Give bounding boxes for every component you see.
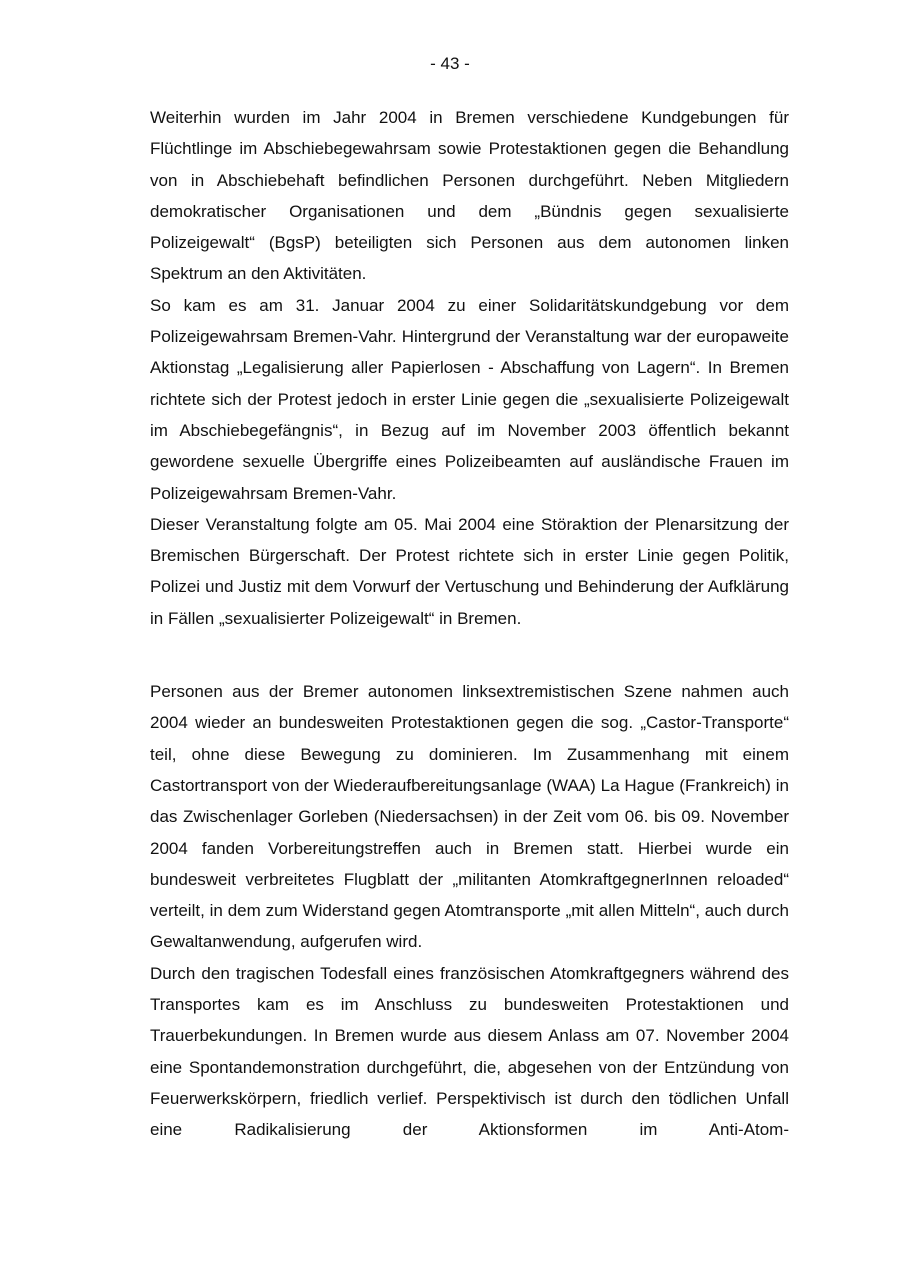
paragraph-castor-transports: Personen aus der Bremer autonomen linksextremistischen Szene nahmen auch 2004 wieder an bundesweiten Protestaktionen gegen die sog. „Castor-Transporte“ teil, ohne diese Bewegung zu dominieren. Im Zusammenhang mit einem Castortransport von der Wiederaufbereitungsanlage (WAA) La Hague (Frankreich) in das Zwischenlager Gorleben (Niedersachsen) in der Zeit vom 06. bis 09. November 2004 fanden Vorbereitungstreffen auch in Bremen statt. Hierbei wurde ein bundesweit verbreitetes Flugblatt der „militanten AtomkraftgegnerInnen reloaded“ verteilt, in dem zum Widerstand gegen Atomtransporte „mit allen Mitteln“, auch durch Gewaltanwendung, aufgerufen wird.	[150, 682, 789, 952]
paragraph-deportation-rallies: Weiterhin wurden im Jahr 2004 in Bremen verschiedene Kundgebungen für Flüchtlinge im Abschiebegewahrsam sowie Protestaktionen gegen die Behandlung von in Abschiebehaft befindlichen Personen durchgeführt. Neben Mitgliedern demokratischer Organisationen und dem „Bündnis gegen sexualisierte Polizeigewalt“ (BgsP) beteiligten sich Personen aus dem autonomen linken Spektrum an den Aktivitäten.	[150, 108, 789, 284]
paragraph-solidarity-rally: So kam es am 31. Januar 2004 zu einer Solidaritätskundgebung vor dem Polizeigewahrsam Bremen-Vahr. Hintergrund der Veranstaltung war der europaweite Aktionstag „Legalisierung aller Papierlosen - Abschaffung von Lagern“. In Bremen richtete sich der Protest jedoch in erster Linie gegen die „sexualisierte Polizeigewalt im Abschiebegefängnis“, in Bezug auf im November 2003 öffentlich bekannt gewordene sexuelle Übergriffe eines Polizeibeamten auf ausländische Frauen im Polizeigewahrsam Bremen-Vahr.	[150, 295, 789, 503]
paragraph-anti-nuclear-death: Durch den tragischen Todesfall eines französischen Atomkraftgegners während des Transportes kam es im Anschluss zu bundesweiten Protestaktionen und Trauerbekundungen. In Bremen wurde aus diesem Anlass am 07. November 2004 eine Spontandemonstration durchgeführt, die, abgesehen von der Entzündung von Feuerwerkskörpern, friedlich verlief. Perspektivisch ist durch den tödlichen Unfall eine Radikalisierung der Aktionsformen im Anti-Atom-	[150, 963, 789, 1140]
paragraph-spacer	[150, 634, 789, 676]
paragraph-parliament-disruption: Dieser Veranstaltung folgte am 05. Mai 2004 eine Störaktion der Plenarsitzung der Bremischen Bürgerschaft. Der Protest richtete sich in erster Linie gegen Politik, Polizei und Justiz mit dem Vorwurf der Vertuschung und Behinderung der Aufklärung in Fällen „sexualisierter Polizeigewalt“ in Bremen.	[150, 514, 789, 628]
document-body	[150, 102, 789, 1146]
page-number: - 43 -	[430, 54, 470, 73]
